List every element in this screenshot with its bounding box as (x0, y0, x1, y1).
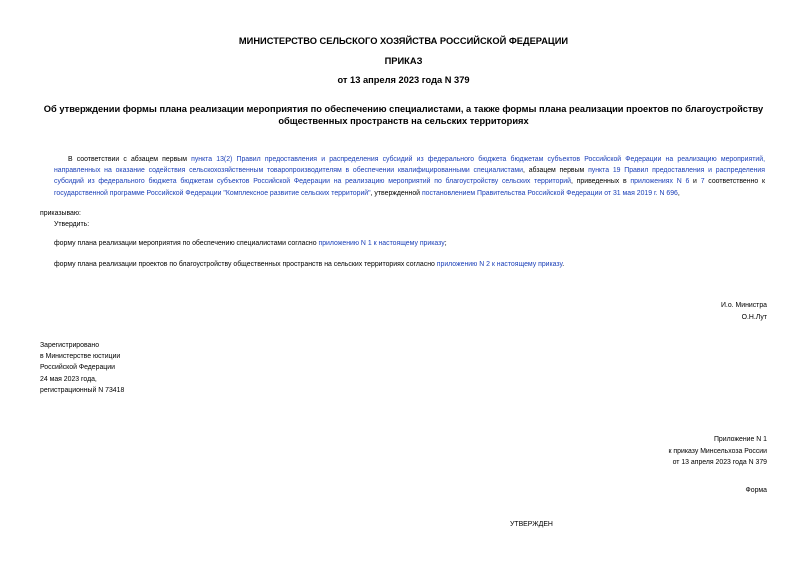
registration-line-5: регистрационный N 73418 (40, 386, 125, 394)
document-title: Об утверждении формы плана реализации мероприятия по обеспечению специалистами, а также формы плана реализации проектов по благоустройству общественных пространств на сельских территориях (43, 104, 764, 126)
preamble-text-5: соответственно к (704, 178, 765, 186)
appendix-header (668, 434, 767, 469)
preamble-text-3: , приведенных в (571, 178, 631, 186)
link-prilozhenie-1[interactable]: приложению N 1 к настоящему приказу (318, 240, 445, 247)
ministry-heading: МИНИСТЕРСТВО СЕЛЬСКОГО ХОЗЯЙСТВА РОССИЙСКОЙ ФЕДЕРАЦИИ (238, 36, 569, 46)
preamble-text-4: и (689, 178, 701, 186)
order-item-2-text: форму плана реализации проектов по благоустройству общественных пространств на сельских территориях согласно (54, 261, 437, 268)
order-item-1-end: ; (444, 240, 447, 247)
link-gosprogramma[interactable]: государственной программе Российской Федерации "Комплексное развитие сельских территорий" (54, 189, 371, 197)
appendix-line-1: Приложение N 1 (713, 436, 767, 443)
registration-line-1: Зарегистрировано (40, 342, 100, 349)
preamble-text-6: , утвержденной (370, 189, 422, 197)
document-type: ПРИКАЗ (384, 56, 423, 66)
order-item-1 (54, 238, 447, 249)
order-item-1-text: форму плана реализации мероприятия по обеспечению специалистами согласно (54, 240, 319, 247)
link-prilozhenie-2[interactable]: приложению N 2 к настоящему приказу (436, 261, 563, 268)
signature-block (721, 300, 767, 323)
registration-line-3: Российской Федерации (40, 364, 115, 372)
link-prilozhenie-6[interactable]: приложениях N 6 (630, 178, 690, 186)
order-item-2 (54, 259, 564, 270)
link-prilozhenie-7[interactable]: 7 (700, 178, 705, 186)
appendix-line-3: от 13 апреля 2023 года N 379 (672, 459, 767, 467)
registration-line-2: в Министерстве юстиции (40, 353, 121, 361)
forma-label: Форма (745, 487, 767, 494)
preamble-text-7: , (677, 189, 680, 197)
appendix-line-2: к приказу Минсельхоза России (668, 447, 767, 455)
utverdit-text: Утвердить: (54, 221, 90, 228)
approved-label: УТВЕРЖДЕН (510, 521, 553, 528)
registration-block (40, 340, 124, 396)
preamble-text-2: , абзацем первым (523, 167, 589, 175)
registration-line-4: 24 мая 2023 года, (40, 375, 97, 383)
document-date-number: от 13 апреля 2023 года N 379 (337, 75, 470, 85)
order-item-2-end: . (562, 261, 565, 268)
link-punkt-19[interactable]: пункта 19 Правил предоставления и распределения субсидий из федерального бюджета бюджетам субъектов Российской Федерации на реализацию мероприятий по благоустройству сельских территорий (54, 167, 765, 186)
prikazyvayu-text: приказываю: (40, 210, 81, 217)
link-punkt-13-2[interactable]: пункта 13(2) Правил предоставления и распределения субсидий из федерального бюджета бюджетам субъектов Российской Федерации на реализацию мероприятий, направленных на оказание содействия сельскохозяйственным товаропроизводителям в обеспечении квалифицированными специалистами (54, 156, 765, 175)
preamble-text-1: В соответствии с абзацем первым (68, 156, 192, 163)
preamble-paragraph (54, 154, 765, 199)
signature-name: О.Н.Лут (741, 313, 767, 321)
signature-position: И.о. Министра (720, 302, 767, 309)
link-postanovlenie-696[interactable]: постановлением Правительства Российской Федерации от 31 мая 2019 г. N 696 (421, 189, 678, 197)
